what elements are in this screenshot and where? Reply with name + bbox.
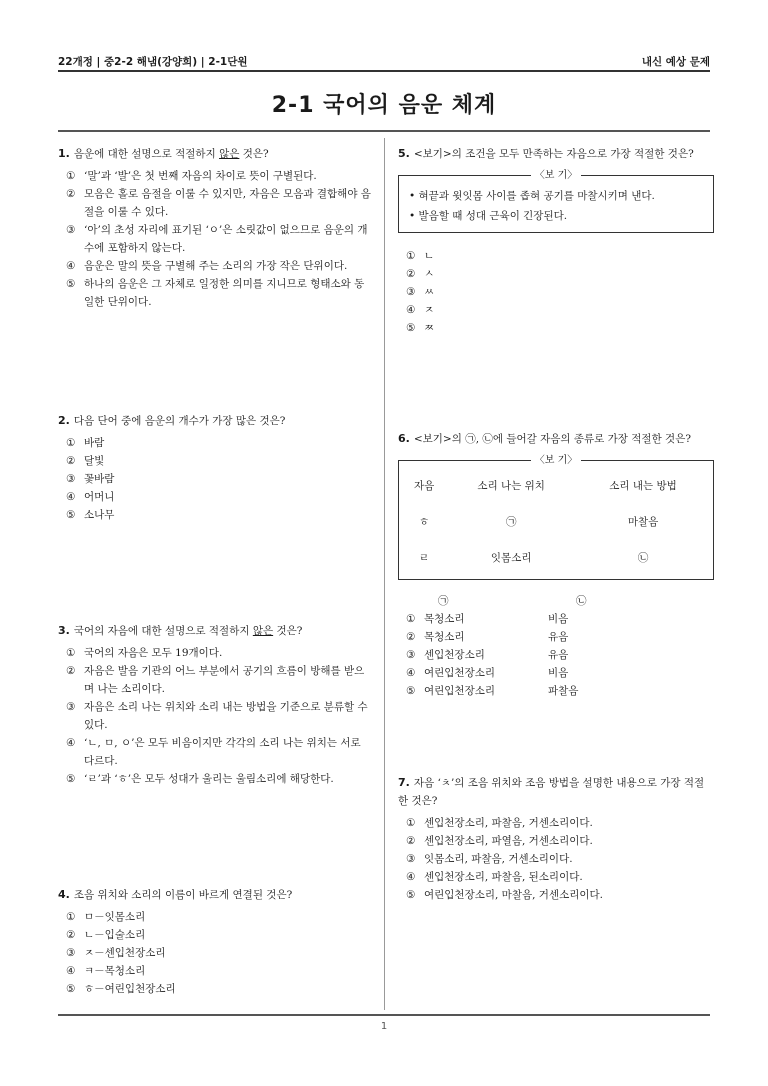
option-1[interactable]: ① 바람 xyxy=(66,437,105,449)
question-1-prompt: 1. 음운에 대한 설명으로 적절하지 않은 것은? xyxy=(58,147,269,160)
column-divider xyxy=(384,138,385,1010)
answer-header-row xyxy=(406,592,714,610)
option-4[interactable]: ④ ‘ㄴ, ㅁ, ㅇ’은 모두 비음이지만 각각의 소리 나는 위치는 서로 다르다. xyxy=(66,737,361,767)
table-header: 자음 xyxy=(413,479,435,492)
question-7-prompt: 7. 자음 ‘ㅊ’의 조음 위치와 조음 방법을 설명한 내용으로 가장 적절한 것은? xyxy=(398,776,705,807)
box-item: • 혀끝과 윗잇몸 사이를 좁혀 공기를 마찰시키며 낸다. xyxy=(409,190,655,202)
question-4-prompt: 4. 조음 위치와 소리의 이름이 바르게 연결된 것은? xyxy=(58,888,293,901)
table-header-row xyxy=(403,467,709,503)
header-rule xyxy=(58,70,710,72)
question-1 xyxy=(58,145,374,311)
example-table-box xyxy=(398,455,714,580)
table-cell: 잇몸소리 xyxy=(490,551,532,564)
option-5[interactable]: ⑤ ‘ㄹ’과 ‘ㅎ’은 모두 성대가 울리는 울림소리에 해당한다. xyxy=(66,773,334,785)
question-number: 1. xyxy=(58,147,70,160)
footer-rule xyxy=(58,1014,710,1016)
table-cell: 마찰음 xyxy=(627,515,659,528)
table-cell: ㉠ xyxy=(505,515,517,528)
question-6-prompt: 6. <보기>의 ㉠, ㉡에 들어갈 자음의 종류로 가장 적절한 것은? xyxy=(398,432,691,445)
option-2[interactable]: ② ㄴ－입술소리 xyxy=(66,929,146,941)
box-label: 〈보 기〉 xyxy=(531,455,582,466)
question-number: 6. xyxy=(398,432,410,445)
question-4 xyxy=(58,886,374,998)
option-4[interactable]: ④ 어머니 xyxy=(66,491,115,503)
option-1[interactable]: ① 국어의 자음은 모두 19개이다. xyxy=(66,647,223,659)
question-number: 2. xyxy=(58,414,70,427)
option-5[interactable]: ⑤ ㅉ xyxy=(406,322,435,334)
option-3[interactable]: ③ 잇몸소리, 파찰음, 거센소리이다. xyxy=(406,853,573,865)
table-row xyxy=(403,503,709,539)
question-3-prompt: 3. 국어의 자음에 대한 설명으로 적절하지 않은 것은? xyxy=(58,624,303,637)
question-number: 7. xyxy=(398,776,410,789)
question-5 xyxy=(398,145,714,337)
option-2[interactable]: ② ㅅ xyxy=(406,268,435,280)
question-number: 4. xyxy=(58,888,70,901)
question-2 xyxy=(58,412,374,524)
option-3[interactable]: ③ ㅈ－센입천장소리 xyxy=(66,947,166,959)
question-5-prompt: 5. <보기>의 조건을 모두 만족하는 자음으로 가장 적절한 것은? xyxy=(398,147,694,160)
question-3 xyxy=(58,622,374,788)
page-number: 1 xyxy=(380,1021,388,1032)
box-item: • 발음할 때 성대 근육이 긴장된다. xyxy=(409,210,568,222)
option-4[interactable]: ④ ㅈ xyxy=(406,304,435,316)
header-right: 내신 예상 문제 xyxy=(641,56,710,68)
table-header: 소리 내는 방법 xyxy=(609,479,677,492)
option-5[interactable]: ⑤ 여린입천장소리, 마찰음, 거센소리이다. xyxy=(406,889,603,901)
example-box xyxy=(398,170,714,233)
option-3[interactable]: ③ ㅆ xyxy=(406,286,435,298)
box-label: 〈보 기〉 xyxy=(531,170,582,181)
option-3[interactable]: ③ 자음은 소리 나는 위치와 소리 내는 방법을 기준으로 분류할 수 있다. xyxy=(66,701,368,731)
example-table xyxy=(403,467,709,575)
question-2-prompt: 2. 다음 단어 중에 음운의 개수가 가장 많은 것은? xyxy=(58,414,286,427)
option-2[interactable]: ② 모음은 홀로 음절을 이룰 수 있지만, 자음은 모음과 결합해야 음절을 이룰 수 있다. xyxy=(66,188,371,218)
table-cell: ㅎ xyxy=(419,515,430,528)
option-4[interactable]: ④ ㅋ－목청소리 xyxy=(66,965,146,977)
option-4[interactable]: ④ 여린입천장소리 비음 xyxy=(406,667,569,679)
table-header: 소리 나는 위치 xyxy=(477,479,545,492)
option-5[interactable]: ⑤ 여린입천장소리 파찰음 xyxy=(406,685,579,697)
table-cell: ㉡ xyxy=(637,551,649,564)
question-6 xyxy=(398,430,714,700)
answer-header: ㉠ xyxy=(438,595,449,607)
option-3[interactable]: ③ 꽃바람 xyxy=(66,473,115,485)
option-3[interactable]: ③ 센입천장소리 유음 xyxy=(406,649,569,661)
option-5[interactable]: ⑤ 하나의 음운은 그 자체로 일정한 의미를 지니므로 형태소와 동일한 단위이다. xyxy=(66,278,365,308)
header-left: 22개정 | 중2-2 해냄(강양희) | 2-1단원 xyxy=(58,56,248,68)
question-number: 3. xyxy=(58,624,70,637)
option-4[interactable]: ④ 음운은 말의 뜻을 구별해 주는 소리의 가장 작은 단위이다. xyxy=(66,260,348,272)
option-5[interactable]: ⑤ ㅎ－여린입천장소리 xyxy=(66,983,176,995)
option-2[interactable]: ② 센입천장소리, 파열음, 거센소리이다. xyxy=(406,835,593,847)
option-1[interactable]: ① ㄴ xyxy=(406,250,435,262)
answer-header: ㉡ xyxy=(576,595,587,607)
option-2[interactable]: ② 자음은 발음 기관의 어느 부분에서 공기의 흐름이 방해를 받으며 나는 소리이다. xyxy=(66,665,365,695)
title-rule xyxy=(58,130,710,132)
option-3[interactable]: ③ ‘아’의 초성 자리에 표기된 ‘ㅇ’은 소릿값이 없으므로 음운의 개수에 포함하지 않는다. xyxy=(66,224,368,254)
option-2[interactable]: ② 달빛 xyxy=(66,455,105,467)
option-1[interactable]: ① ‘말’과 ‘발’은 첫 번째 자음의 차이로 뜻이 구별된다. xyxy=(66,170,317,182)
table-row xyxy=(403,539,709,575)
question-number: 5. xyxy=(398,147,410,160)
option-1[interactable]: ① 센입천장소리, 파찰음, 거센소리이다. xyxy=(406,817,593,829)
question-7 xyxy=(398,774,714,904)
table-cell: ㄹ xyxy=(419,551,430,564)
option-4[interactable]: ④ 센입천장소리, 파찰음, 된소리이다. xyxy=(406,871,583,883)
option-5[interactable]: ⑤ 소나무 xyxy=(66,509,115,521)
option-1[interactable]: ① ㅁ－잇몸소리 xyxy=(66,911,146,923)
option-2[interactable]: ② 목청소리 유음 xyxy=(406,631,569,643)
option-1[interactable]: ① 목청소리 비음 xyxy=(406,613,569,625)
page-title: 2-1 국어의 음운 체계 xyxy=(271,93,497,118)
